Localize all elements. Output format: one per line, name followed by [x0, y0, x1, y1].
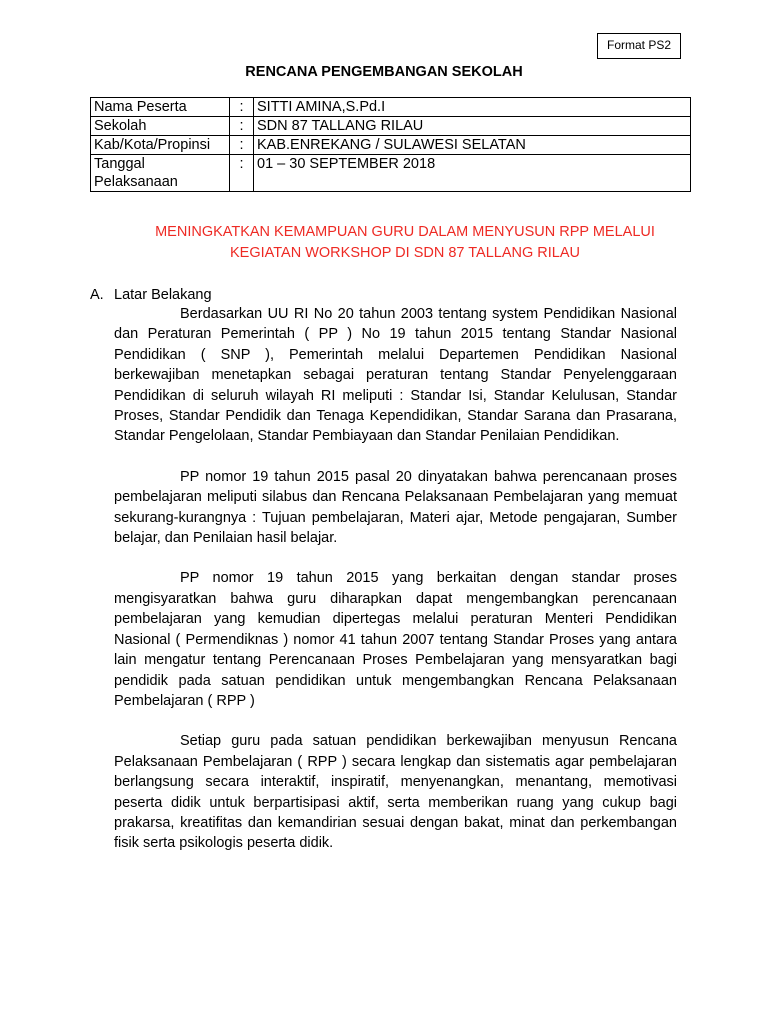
row-value: SITTI AMINA,S.Pd.I	[254, 98, 691, 117]
row-separator: :	[230, 117, 254, 136]
heading-line: MENINGKATKAN KEMAMPUAN GURU DALAM MENYUSUN RPP MELALUI	[155, 224, 655, 240]
section-body	[114, 304, 677, 874]
table-row	[91, 98, 691, 117]
document-heading	[95, 222, 715, 264]
row-label: Kab/Kota/Propinsi	[91, 136, 230, 155]
section-title: Latar Belakang	[114, 287, 212, 303]
document-title: RENCANA PENGEMBANGAN SEKOLAH	[245, 64, 523, 80]
format-label: Format PS2	[597, 33, 681, 59]
table-row	[91, 136, 691, 155]
paragraph: Setiap guru pada satuan pendidikan berkewajiban menyusun Rencana Pelaksanaan Pembelajaran ( RPP ) secara lengkap dan sistematis agar pembelajaran berlangsung secara interaktif, inspiratif, menyenangkan, menantang, memotivasi peserta didik untuk berpartisipasi aktif, serta memberikan ruang yang cukup bagi prakarsa, kreatifitas dan kemandirian sesuai dengan bakat, minat dan perkembangan fisik serta psikologis peserta didik.	[114, 733, 677, 852]
section-heading	[90, 285, 212, 305]
row-value: SDN 87 TALLANG RILAU	[254, 117, 691, 136]
participant-info-table	[90, 97, 691, 192]
row-label: Tanggal Pelaksanaan	[91, 155, 230, 192]
table-row	[91, 155, 691, 192]
paragraph: PP nomor 19 tahun 2015 pasal 20 dinyatakan bahwa perencanaan proses pembelajaran meliputi silabus dan Rencana Pelaksanaan Pembelajaran yang memuat sekurang-kurangnya : Tujuan pembelajaran, Materi ajar, Metode pengajaran, Sumber belajar, dan Penilaian hasil belajar.	[114, 468, 677, 547]
row-value: KAB.ENREKANG / SULAWESI SELATAN	[254, 136, 691, 155]
section-letter: A.	[90, 287, 104, 303]
paragraph: Berdasarkan UU RI No 20 tahun 2003 tentang system Pendidikan Nasional dan Peraturan Pemerintah ( PP ) No 19 tahun 2015 tentang Standar Nasional Pendidikan ( SNP ), Pemerintah melalui Departemen Pendidikan Nasional berkewajiban menetapkan sebagai peraturan tentang Standar Penyelenggaraan Pendidikan di seluruh wilayah RI meliputi : Standar Isi, Standar Kelulusan, Standar Proses, Standar Pendidik dan Tenaga Kependidikan, Standar Sarana dan Prasarana, Standar Pengelolaan, Standar Pembiayaan dan Standar Penilaian Pendidikan.	[114, 306, 677, 445]
heading-line: KEGIATAN WORKSHOP DI SDN 87 TALLANG RILAU	[230, 245, 580, 261]
row-separator: :	[230, 136, 254, 155]
row-label: Sekolah	[91, 117, 230, 136]
paragraph: PP nomor 19 tahun 2015 yang berkaitan dengan standar proses mengisyaratkan bahwa guru diharapkan dapat mengembangkan perencanaan pembelajaran yang kemudian dipertegas melalui peraturan Menteri Pendidikan Nasional ( Permendiknas ) nomor 41 tahun 2007 tentang Standar Proses yang antara lain mengatur tentang Perencanaan Proses Pembelajaran yang mensyaratkan bagi pendidik pada satuan pendidikan untuk mengembangkan Rencana Pelaksanaan Pembelajaran ( RPP )	[114, 570, 677, 709]
row-label: Nama Peserta	[91, 98, 230, 117]
row-separator: :	[230, 98, 254, 117]
row-value: 01 – 30 SEPTEMBER 2018	[254, 155, 691, 192]
row-separator: :	[230, 155, 254, 192]
table-row	[91, 117, 691, 136]
